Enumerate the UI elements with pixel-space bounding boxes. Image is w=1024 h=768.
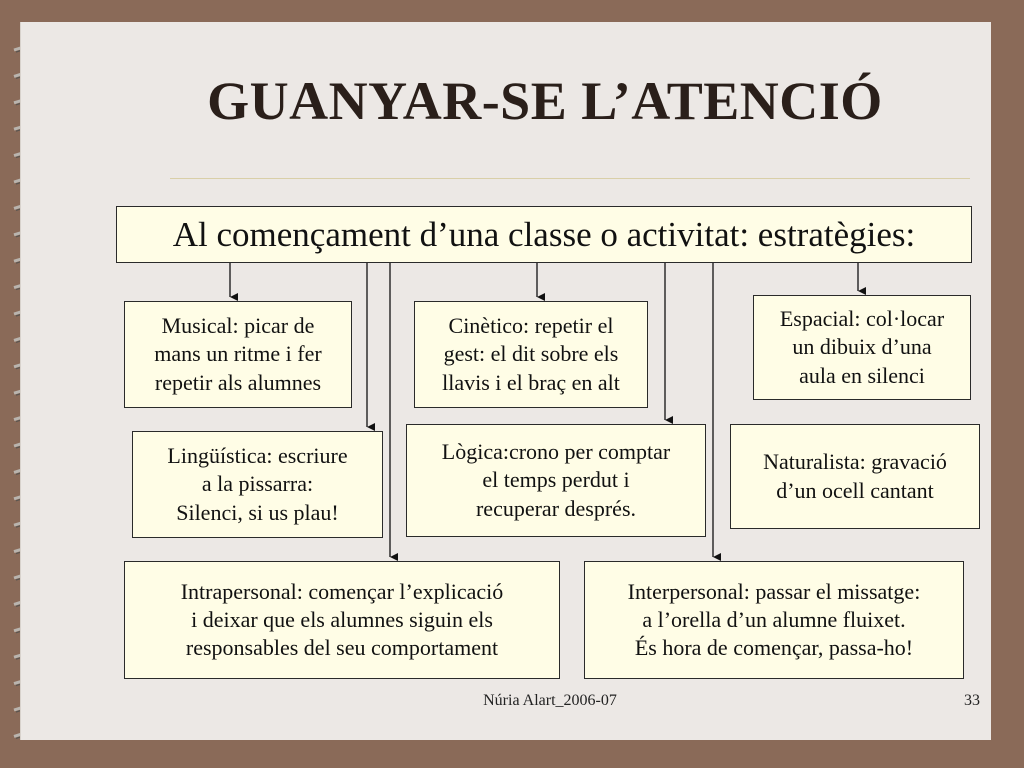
page-number: 33 xyxy=(964,692,980,709)
header-strategies-box: Al començament d’una classe o activitat: estratègies: xyxy=(116,206,972,263)
box-naturalista: Naturalista: gravació d’un ocell cantant xyxy=(730,424,980,529)
box-musical: Musical: picar de mans un ritme i fer repetir als alumnes xyxy=(124,301,352,408)
box-intrapersonal: Intrapersonal: començar l’explicació i deixar que els alumnes siguin els responsables del seu comportament xyxy=(124,561,560,679)
title-divider xyxy=(170,178,970,179)
box-espacial: Espacial: col·locar un dibuix d’una aula en silenci xyxy=(753,295,971,400)
box-logica: Lògica:crono per comptar el temps perdut i recuperar després. xyxy=(406,424,706,537)
box-interpersonal: Interpersonal: passar el missatge: a l’orella d’un alumne fluixet. És hora de començar, passa-ho! xyxy=(584,561,964,679)
footer-author: Núria Alart_2006-07 xyxy=(483,692,617,709)
box-linguistica: Lingüística: escriure a la pissarra: Silenci, si us plau! xyxy=(132,431,383,538)
slide-title: GUANYAR-SE L’ATENCIÓ xyxy=(207,71,883,131)
box-cinetico: Cinètico: repetir el gest: el dit sobre els llavis i el braç en alt xyxy=(414,301,648,408)
